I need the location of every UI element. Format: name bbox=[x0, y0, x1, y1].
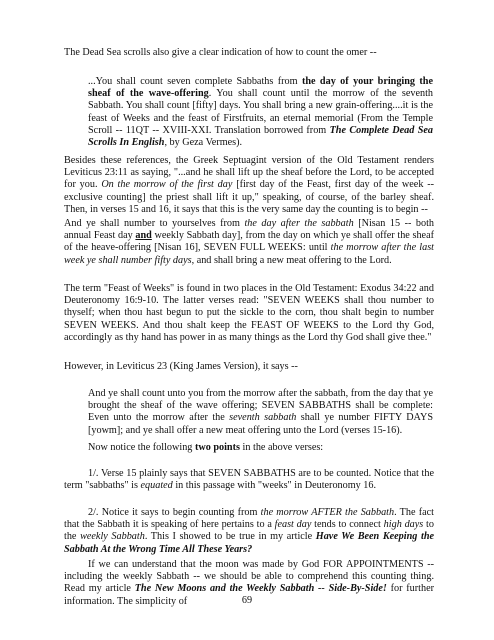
text: And ye shall number to yourselves from bbox=[64, 218, 245, 229]
text: 1/. Verse 15 plainly says that SEVEN SABBATHS are to be counted. Notice that the term "sabbaths" is bbox=[64, 468, 434, 492]
book-title: The Complete Dead Sea Scrolls In English bbox=[88, 124, 433, 149]
text: [first day of the Feast, first day of the week -- exclusive counting] the priest shall lift it up," speaking, of course, of the barley sheaf. Then, in verses 15 and 16, it says that this is the very same day the counting is to begin -- bbox=[64, 179, 434, 215]
text: shall ye number FIFTY DAYS [yowm]; and ye shall offer a new meat offering unto the Lord (verses 15-16). bbox=[88, 412, 434, 436]
paragraph-two-points bbox=[88, 442, 433, 454]
emphasis-italic: the morrow AFTER the Sabbath bbox=[260, 507, 395, 518]
page-number: 69 bbox=[241, 595, 253, 606]
text: . You shall count until the morrow of the seventh Sabbath. You shall count [fifty] days. You shall bring a new grain-offering....it is the feast of Weeks and the feast of Firstfruits, an eternal memorial (From the Temple Scroll -- 11QT -- XVIII-XXI. Translation borrowed from bbox=[88, 88, 433, 136]
emphasis-italic: On the morrow of the first day bbox=[101, 179, 233, 191]
paragraph-feast-of-weeks bbox=[64, 283, 434, 344]
paragraph-point-one bbox=[64, 468, 434, 492]
paragraph-dead-sea-intro bbox=[64, 47, 434, 59]
emphasis-italic: the day after the sabbath bbox=[244, 218, 354, 229]
quote-temple-scroll bbox=[88, 76, 433, 149]
text: Besides these references, the Greek Septuagint version of the Old Testament renders Leviticus 23:11 as saying, "...and he shall lift up the sheaf before the Lord, to be accepted for you. bbox=[64, 155, 434, 191]
paragraph-kjv-intro bbox=[64, 361, 434, 373]
text: The term "Feast of Weeks" is found in two places in the Old Testament: Exodus 34:22 and Deuteronomy 16:9-10. The latter verses read: "SEVEN WEEKS shall thou number to thyself; when thou hast begun to put the sickle to the corn, thou shalt begin to number SEVEN WEEKS. And thou shalt keep the FEAST OF WEEKS to the Lord thy God, accordingly as thy hand has power in as many things as the Lord thy God shall give thee." bbox=[64, 283, 434, 343]
article-title: The New Moons and the Weekly Sabbath -- Side-By-Side! bbox=[134, 583, 387, 595]
text: ...You shall count seven complete Sabbaths from bbox=[88, 76, 302, 87]
emphasis-bold: two points bbox=[194, 442, 240, 453]
text: , by Geza Vermes). bbox=[164, 137, 243, 149]
text: , and shall bring a new meat offering to the Lord. bbox=[191, 254, 392, 266]
paragraph-septuagint bbox=[64, 155, 434, 216]
text: And ye shall count unto you from the morrow after the sabbath, from the day that ye brought the sheaf of the wave offering; SEVEN SABBATHS shall be complete: Even unto the morrow after the bbox=[88, 388, 433, 424]
text: 2/. Notice it says to begin counting from bbox=[88, 507, 261, 518]
text: . The fact that the Sabbath it is speaking of here pertains to a bbox=[64, 507, 435, 531]
emphasis-italic: feast day bbox=[274, 519, 312, 531]
emphasis-italic: equated bbox=[140, 480, 173, 492]
text: If we can understand that the moon was made by God FOR APPOINTMENTS -- including the weekly Sabbath -- we should be able to comprehend this counting thing. Read my article bbox=[64, 559, 434, 595]
emphasis-italic: high days bbox=[383, 519, 424, 531]
quote-leviticus-septuagint bbox=[64, 218, 434, 267]
emphasis-italic: the morrow after the last week ye shall number fifty days bbox=[64, 242, 434, 266]
text: However, in Leviticus 23 (King James Version), it says -- bbox=[64, 361, 298, 372]
text: for further information. The simplicity of bbox=[64, 583, 434, 607]
emphasis-italic: weekly Sabbath bbox=[80, 531, 145, 543]
text: The Dead Sea scrolls also give a clear indication of how to count the omer -- bbox=[64, 47, 377, 58]
emphasis-bold-underline: and bbox=[135, 230, 152, 242]
text: in this passage with "weeks" in Deuteronomy 16. bbox=[172, 480, 377, 492]
text: Now notice the following bbox=[88, 442, 195, 453]
emphasis-italic: seventh sabbath bbox=[229, 412, 297, 424]
text: weekly Sabbath day], from the day on which ye shall offer the sheaf of the heave-offering [Nisan 16], SEVEN FULL WEEKS: until bbox=[64, 230, 434, 254]
text: [Nisan 15 -- both annual Feast day bbox=[64, 218, 434, 242]
quote-leviticus-kjv bbox=[88, 388, 433, 437]
article-title: Have We Been Keeping the Sabbath At the Wrong Time All These Years? bbox=[64, 531, 435, 555]
paragraph-point-two bbox=[64, 507, 434, 556]
emphasis-bold: the day of your bringing the sheaf of the wave-offering bbox=[88, 76, 433, 100]
text: . This I showed to be true in my article bbox=[144, 531, 316, 543]
text: in the above verses: bbox=[239, 442, 324, 453]
text: tends to connect bbox=[311, 519, 384, 531]
text: to the bbox=[64, 519, 434, 543]
